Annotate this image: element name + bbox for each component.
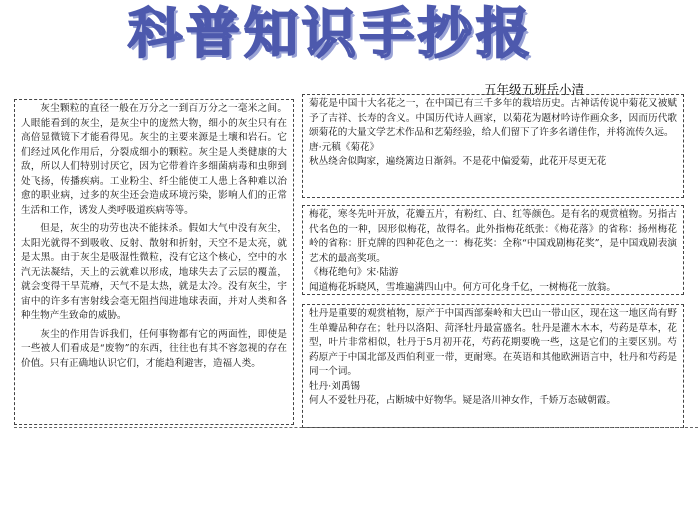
dust-paragraph-3: 灰尘的作用告诉我们，任何事物都有它的两面性，即使是一些被人们看成是“废物”的东西，往往也有其不容忽视的存在价值。只有正确地认识它们，才能趋利避害，造福人类。: [21, 328, 287, 369]
dust-paragraph-2: 但是，灰尘的功劳也决不能抹杀。假如大气中没有灰尘，太阳光就得不到吸收、反射、散射和折射，天空不是太亮，就是太黑。由于灰尘是吸湿性微粒，没有它这个核心，空中的水汽无法凝结，天上的云就难以形成，地球失去了云层的覆盖，就会变得干旱荒瘠，天气不是太热，就是太冷。没有灰尘，宇宙中的许多有害射线会毫无阻挡闯进地球表面，并对人类和各种生物产生致命的威胁。: [21, 223, 287, 321]
chrysanthemum-section: [302, 94, 684, 198]
peony-poem-line: 何人不爱牡丹花，占断城中好物华。疑是洛川神女作，千娇万态破朝霞。: [309, 395, 616, 406]
peony-text: 牡丹是重要的观赏植物，原产于中国西部秦岭和大巴山一带山区，现在这一地区尚有野生单瓣品种存在；牡丹以洛阳、菏泽牡丹最富盛名。牡丹是灌木木本，芍药是草本，花型，叶片非常相似，牡丹于5月初开花，芍药花期要晚一些，这是它们的主要区别。芍药原产于中国北部及西伯利亚一带，更耐寒。在英语和其他欧洲语言中，牡丹和芍药是同一个词。: [309, 308, 677, 377]
plum-section: [302, 205, 684, 295]
chrysanthemum-poem-title: 唐·元稹《菊花》: [309, 141, 380, 153]
dust-article: [14, 99, 294, 425]
plum-poem-line: 闻道梅花坼晓风，雪堆遍满四山中。何方可化身千亿，一树梅花一放翁。: [309, 281, 616, 293]
author-byline: 五年级五班岳小清: [484, 82, 585, 97]
chrysanthemum-text: 菊花是中国十大名花之一，在中国已有三千多年的栽培历史。古神话传说中菊花又被赋予了吉祥、长寿的含义。中国历代诗人画家，以菊花为题材吟诗作画众多，因而历代歌颂菊花的大量文学艺术作品和艺菊经验，给人们留下了许多名谱佳作，并将流传久远。: [309, 98, 677, 138]
chrysanthemum-poem-line: 秋丛绕舍似陶家，遍绕篱边日渐斜。不是花中偏爱菊，此花开尽更无花: [309, 156, 607, 167]
bottom-divider: [14, 427, 698, 428]
page-title: 科普知识手抄报: [128, 2, 534, 65]
peony-section: [302, 304, 684, 428]
dust-paragraph-1: 灰尘颗粒的直径一般在万分之一到百万分之一毫米之间。人眼能看到的灰尘，是灰尘中的庞然大物，细小的灰尘只有在高倍显微镜下才能看得见。灰尘的主要来源是土壤和岩石。它们经过风化作用后，分裂成细小的颗粒。灰尘是人类健康的大敌，所以人们特别讨厌它，因为它带着许多细菌病毒和虫卵到处飞扬，传播疾病。工业粉尘、纤尘能使工人患上各种难以治愈的职业病，过多的灰尘还会造成环境污染，影响人们的正常生活和工作，诱发人类呼吸道疾病等等。: [21, 103, 287, 216]
plum-poem-title: 《梅花绝句》宋·陆游: [309, 267, 399, 278]
peony-poem-title: 牡丹·刘禹锡: [309, 380, 361, 392]
plum-text: 梅花，寒冬先叶开放，花瓣五片，有粉红、白、红等颜色。是有名的观赏植物。另指古代名色的一种，因形似梅花，故得名。此外指梅花纸张：《梅花落》的省称：扬州梅花岭的省称：肝克牌的四种花色之一：梅花奖：全称“中国戏剧梅花奖”，是中国戏剧表演艺术的最高奖项。: [309, 209, 677, 264]
